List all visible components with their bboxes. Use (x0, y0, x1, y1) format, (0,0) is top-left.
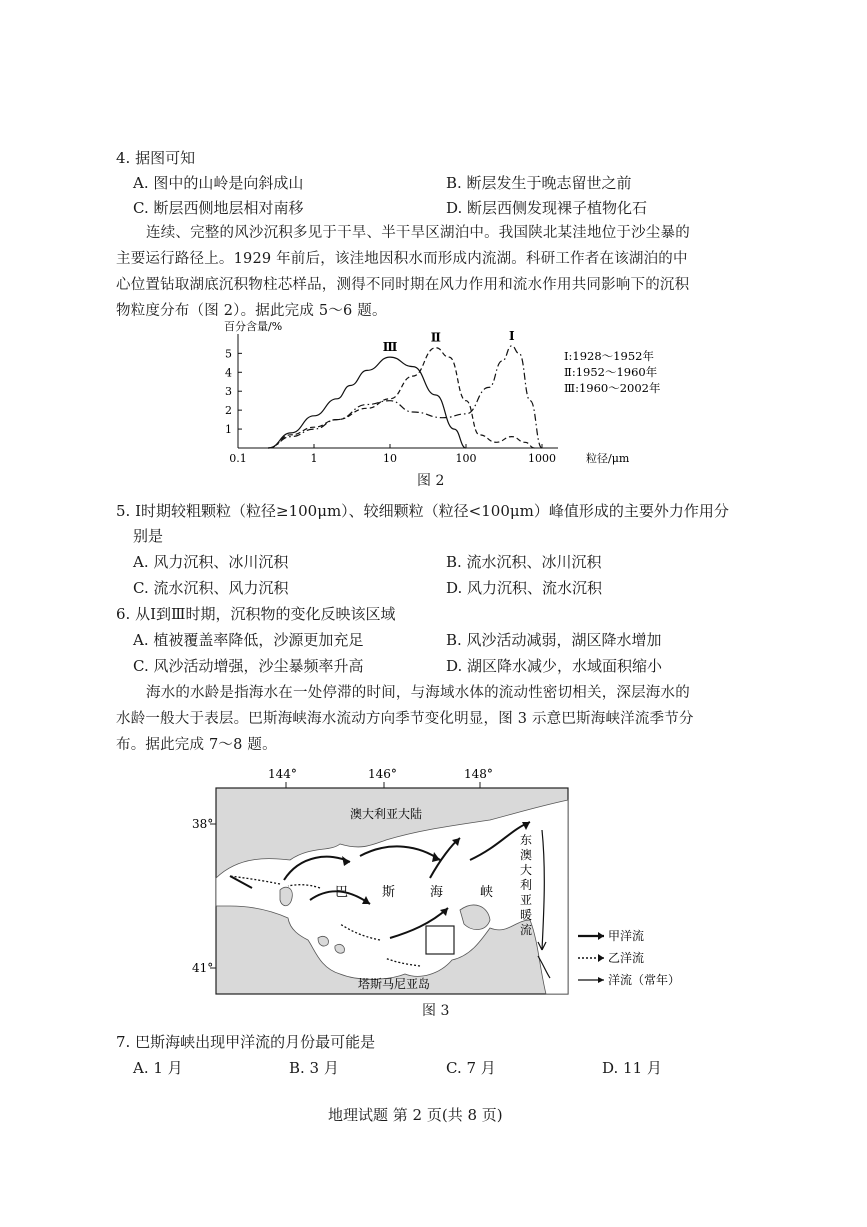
series-peak-label: Ⅰ (508, 328, 515, 343)
q7-option-c: C. 7 月 (446, 1059, 496, 1077)
island (280, 887, 292, 906)
q7-option-a: A. 1 月 (133, 1059, 183, 1077)
legend-entry: Ⅲ:1960～2002年 (564, 381, 661, 395)
figure2-caption: 图 2 (417, 473, 445, 489)
series-line-Ⅱ (268, 348, 534, 448)
q7-option-b: B. 3 月 (289, 1059, 339, 1077)
q4-option-a: A. 图中的山岭是向斜成山 (133, 174, 304, 192)
passage2-line: 布。据此完成 7～8 题。 (116, 737, 277, 753)
q5-stem-cont: 别是 (133, 527, 164, 545)
figure3-legend (578, 928, 680, 987)
eac-char: 大 (520, 863, 533, 877)
q5-stem: 5. Ⅰ时期较粗颗粒（粒径≥100μm）、较细颗粒（粒径<100μm）峰值形成的主要外力作用分 (116, 502, 729, 520)
passage1-line: 心位置钻取湖底沉积物柱芯样品，测得不同时期在风力作用和流水作用共同影响下的沉积 (116, 277, 690, 293)
passage1-line: 主要运行路径上。1929 年前后，该洼地因积水而形成内流湖。科研工作者在该湖泊的中 (116, 251, 688, 267)
eac-char: 亚 (520, 893, 533, 907)
passage1-line: 连续、完整的风沙沉积多见于干旱、半干旱区湖泊中。我国陕北某洼地位于沙尘暴的 (146, 225, 690, 241)
eac-char: 东 (520, 833, 533, 847)
y-tick-label: 5 (225, 347, 232, 361)
q5-option-a: A. 风力沉积、冰川沉积 (133, 553, 289, 571)
passage2-line: 水龄一般大于表层。巴斯海峡海水流动方向季节变化明显，图 3 示意巴斯海峡洋流季节分 (116, 711, 694, 727)
q7-stem: 7. 巴斯海峡出现甲洋流的月份最可能是 (116, 1033, 376, 1051)
strait-char: 斯 (382, 885, 396, 900)
island (335, 944, 345, 953)
x-axis-label: 粒径/μm (586, 452, 630, 465)
figure2-chart (200, 320, 680, 470)
legend-yi-arrow (598, 954, 604, 962)
q5-option-c: C. 流水沉积、风力沉积 (133, 579, 289, 597)
q5-option-d: D. 风力沉积、流水沉积 (446, 579, 603, 597)
x-tick-label: 0.1 (229, 452, 247, 465)
x-tick-label: 100 (455, 452, 477, 465)
y-tick-label: 1 (225, 423, 232, 437)
x-tick-label: 1 (310, 452, 318, 465)
strait-char: 峡 (480, 885, 494, 900)
lat-label: 38° (192, 817, 214, 831)
q7-option-d: D. 11 月 (602, 1059, 662, 1077)
y-tick-label: 3 (225, 385, 232, 399)
legend-perennial-arrow (598, 977, 604, 983)
lon-label: 148° (464, 767, 493, 781)
legend-jia-label: 甲洋流 (608, 929, 645, 943)
tasmania-label: 塔斯马尼亚岛 (358, 977, 431, 991)
q4-option-d: D. 断层西侧发现裸子植物化石 (446, 199, 648, 217)
strait-char: 海 (430, 885, 444, 900)
series-line-Ⅲ (268, 357, 466, 448)
q6-option-d: D. 湖区降水减少，水域面积缩小 (446, 657, 663, 675)
legend-perennial-label: 洋流（常年） (608, 973, 681, 987)
figure3-map (190, 760, 710, 1000)
lon-label: 144° (268, 767, 297, 781)
q6-option-b: B. 风沙活动减弱，湖区降水增加 (446, 631, 662, 649)
q4-option-c: C. 断层西侧地层相对南移 (133, 199, 304, 217)
y-axis-label: 百分含量/% (224, 320, 283, 333)
passage1-line: 物粒度分布（图 2）。据此完成 5～6 题。 (116, 303, 387, 319)
q4-stem: 4. 据图可知 (116, 149, 196, 167)
eac-char: 澳 (520, 848, 533, 862)
q6-option-c: C. 风沙活动增强，沙尘暴频率升高 (133, 657, 364, 675)
legend-entry: Ⅰ:1928～1952年 (564, 349, 654, 363)
legend-entry: Ⅱ:1952～1960年 (564, 365, 658, 379)
q5-option-b: B. 流水沉积、冰川沉积 (446, 553, 602, 571)
q6-stem: 6. 从Ⅰ到Ⅲ时期，沉积物的变化反映该区域 (116, 605, 396, 623)
x-tick-label: 1000 (528, 452, 556, 465)
eac-char: 利 (520, 878, 533, 892)
q6-option-a: A. 植被覆盖率降低，沙源更加充足 (133, 631, 364, 649)
series-peak-label: Ⅲ (382, 340, 398, 355)
y-tick-label: 2 (225, 404, 232, 418)
q4-option-b: B. 断层发生于晚志留世之前 (446, 174, 632, 192)
eac-char: 流 (520, 923, 533, 937)
x-tick-label: 10 (383, 452, 397, 465)
lat-label: 41° (192, 961, 214, 975)
strait-char: 巴 (335, 885, 349, 900)
lon-label: 146° (368, 767, 397, 781)
y-tick-label: 4 (225, 366, 232, 380)
eac-char: 暖 (520, 908, 533, 922)
series-peak-label: Ⅱ (430, 330, 441, 345)
legend-jia-arrow (598, 932, 604, 940)
passage2-line: 海水的水龄是指海水在一处停滞的时间，与海域水体的流动性密切相关，深层海水的 (146, 685, 690, 701)
series-line-Ⅰ (268, 346, 542, 448)
figure3-caption: 图 3 (422, 1003, 450, 1019)
australia-label: 澳大利亚大陆 (350, 807, 423, 821)
page-footer: 地理试题 第 2 页(共 8 页) (328, 1106, 503, 1124)
legend-yi-label: 乙洋流 (608, 951, 645, 965)
